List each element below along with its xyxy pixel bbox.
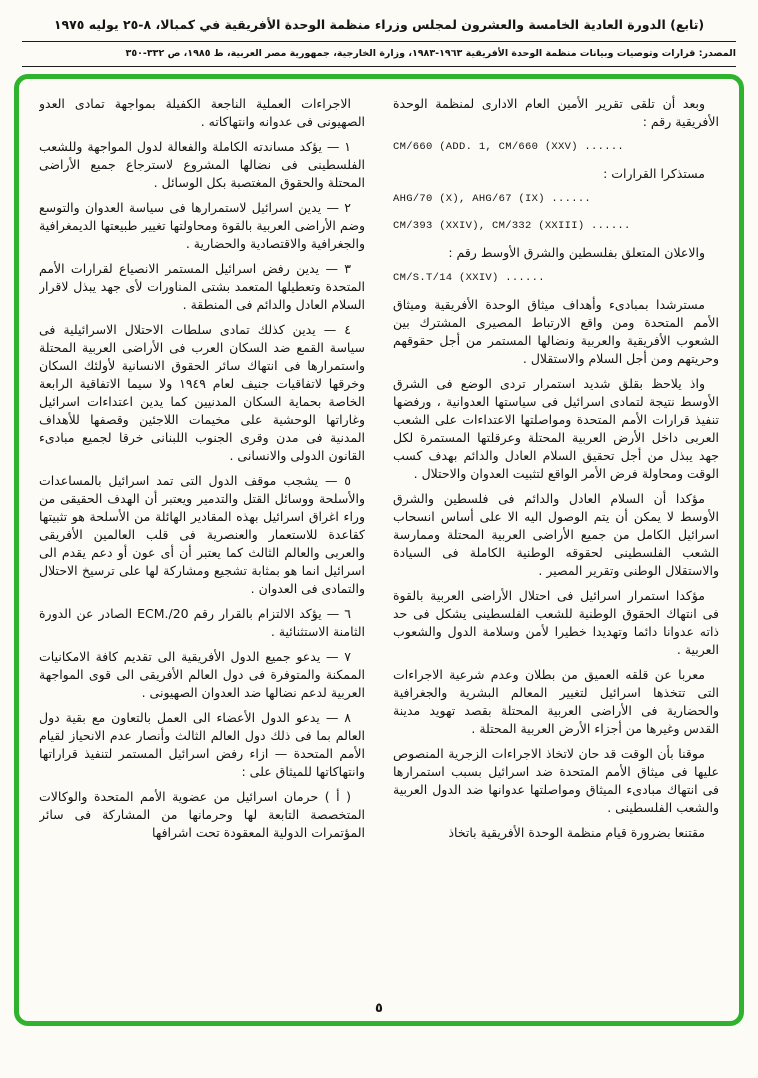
resolution-code-line: AHG/70 (X), AHG/67 (IX) ...... — [393, 193, 592, 206]
paragraph: ( أ ) حرمان اسرائيل من عضوية الأمم المتحدة والوكالات المتخصصة التابعة لها وحرمانها من المشاركة فى سائر المؤتمرات الدولية المعقودة تحت اشرافها — [39, 789, 365, 841]
page-number: ٥ — [375, 1001, 383, 1017]
paragraph: مستذكرا القرارات : — [603, 166, 705, 182]
paragraph: ٢ — يدين اسرائيل لاستمرارها فى سياسة العدوان والتوسع وضم الأراضى العربية بالقوة ومحاولتها تغيير طبيعتها الديمغرافية والجغرافية والاقتصادية والحضارية . — [39, 200, 365, 252]
paragraph: وبعد أن تلقى تقرير الأمين العام الادارى لمنظمة الوحدة الأفريقية رقم : — [393, 96, 719, 130]
page-title: (تابع) الدورة العادية الخامسة والعشرون لمجلس وزراء منظمة الوحدة الأفريقية في كمبالا، ٨-٢٥ يوليه ١٩٧٥ — [53, 17, 705, 32]
paragraph: ٧ — يدعو جميع الدول الأفريقية الى تقديم كافة الامكانيات الممكنة والمتوفرة فى دول العالم الأفريقى الى قوى المواجهة العربية لدعم نضالها ضد العدوان الصهيونى . — [39, 649, 365, 701]
source-line: المصدر: قرارات وتوصيات وبيانات منظمة الوحدة الأفريقية ١٩٦٣-١٩٨٣، وزارة الخارجية، جمهورية مصر العربية، ط ١٩٨٥، ص ٣٣٢-٣٥٠ — [125, 47, 736, 59]
content-border-box — [14, 74, 744, 1026]
paragraph: ٨ — يدعو الدول الأعضاء الى العمل بالتعاون مع بقية دول العالم بما فى ذلك دول العالم الثالث وأنصار عدم الانحياز لقيام الأمم المتحدة — ازاء رفض اسرائيل المستمر لتنفيذ قراراتها وانتهاكاتها للميثاق على : — [39, 710, 365, 780]
column-left — [39, 95, 365, 981]
paragraph: ٦ — يؤكد الالتزام بالقرار رقم ECM./20 الصادر عن الدورة الثامنة الاستثنائية . — [39, 606, 365, 640]
resolution-code-line: CM/S.T/14 (XXIV) ...... — [393, 272, 545, 285]
paragraph: ١ — يؤكد مساندته الكاملة والفعالة لدول المواجهة وللشعب الفلسطينى فى نضالها المشروع لاسترجاع جميع الأراضى المحتلة والحقوق المغتصبة بكل الوسائل . — [39, 139, 365, 191]
document-header — [0, 0, 758, 67]
paragraph: معربا عن قلقه العميق من بطلان وعدم شرعية الاجراءات التى تتخذها اسرائيل لتغيير المعالم البشرية والجغرافية والحضارية فى الأراضى العربية المحتلة بقصد تهويد مدينة القدس وغيرها من أجزاء الأرض العربية المحتلة . — [393, 667, 719, 737]
header-rule-top — [22, 41, 736, 42]
paragraph: الاجراءات العملية الناجعة الكفيلة بمواجهة تمادى العدو الصهيونى فى عدوانه وانتهاكاته . — [39, 96, 365, 130]
paragraph: موقنا بأن الوقت قد حان لاتخاذ الاجراءات الزجرية المنصوص عليها فى ميثاق الأمم المتحدة ضد اسرائيل بسبب استمرارها فى انتهاك مبادىء الميثاق ومواصلتها عدوانها ضد الدول العربية والشعب الفلسطينى . — [393, 746, 719, 816]
column-right — [393, 95, 719, 981]
paragraph: والاعلان المتعلق بفلسطين والشرق الأوسط رقم : — [448, 245, 705, 261]
paragraph: ٥ — يشجب موقف الدول التى تمد اسرائيل بالمساعدات والأسلحة ووسائل القتل والتدمير ويعتبر أن الهدف الحقيقى من وراء اغراق اسرائيل بهذه المقادير الهائلة من الأسلحة هو تثبيتها كقاعدة للاستعمار والعنصرية فى قلب العالمين الأفريقى والعربى والعالم الثالث كما يعتبر أن أى عون أو دعم يقدم الى اسرائيل انما هو بمثابة تشجيع ومشاركة لها على ترسيخ الاحتلال والتمادى فى العدوان . — [39, 473, 365, 597]
paragraph: واذ يلاحظ بقلق شديد استمرار تردى الوضع فى الشرق الأوسط نتيجة لتمادى اسرائيل فى سياستها العدوانية ، ورفضها تنفيذ قرارات الأمم المتحدة ومواصلتها الاعتداءات على الشعب العربى داخل الأرض العربية المحتلة وعرقلتها المستمرة لكل جهد يبذل من أجل تحقيق السلام العادل والدائم بهدف كسب الوقت ومحاولة فرض الأمر الواقع لتثبيت العدوان والاحتلال . — [393, 376, 719, 482]
paragraph: مسترشدا بمبادىء وأهداف ميثاق الوحدة الأفريقية وميثاق الأمم المتحدة ومن واقع الارتباط المصيرى المشترك بين الشعوب الأفريقية والعربية ونضالها المستمر من أجل حقوقهم وحريتهم ومن أجل السلام والاستقلال . — [393, 297, 719, 367]
paragraph: مقتنعا بضرورة قيام منظمة الوحدة الأفريقية باتخاذ — [448, 825, 705, 841]
two-column-text — [39, 95, 719, 981]
paragraph: مؤكدا أن السلام العادل والدائم فى فلسطين والشرق الأوسط لا يمكن أن يتم الوصول اليه الا على أساس انسحاب اسرائيل الكامل من جميع الأراضى العربية المحتلة وممارسة الشعب الفلسطينى لحقوقه الوطنية الكاملة فى السيادة والاستقلال الوطنى وتقرير المصير . — [393, 491, 719, 579]
paragraph: مؤكدا استمرار اسرائيل فى احتلال الأراضى العربية بالقوة فى انتهاك الحقوق الوطنية للشعب الفلسطينى يشكل فى حد ذاته عدوانا دائما وتهديدا خطيرا لأمن وسلامة الدول والشعوب العربية . — [393, 588, 719, 658]
resolution-code-line: CM/393 (XXIV), CM/332 (XXIII) ...... — [393, 220, 631, 233]
header-rule-bottom — [22, 66, 736, 67]
paragraph: ٤ — يدين كذلك تمادى سلطات الاحتلال الاسرائيلية فى سياسة القمع ضد السكان العرب فى الأراضى العربية المحتلة واستمرارها فى انتهاك سائر الحقوق الانسانية لأولئك السكان وخرقها لاتفاقيات جنيف لعام ١٩٤٩ ولا سيما الاتفاقية الرابعة الخاصة بحماية السكان المدنيين كما يدين اعتداءات اسرائيل وغاراتها الوحشية على مخيمات اللاجئين وقصفها للأهداف المدنية فى مدن وقرى الجنوب اللبنانى خرقا لجميع مبادىء القانون الدولى والانسانى . — [39, 322, 365, 464]
paragraph: ٣ — يدين رفض اسرائيل المستمر الانصياع لقرارات الأمم المتحدة وتعطيلها المتعمد بشتى المناورات لأى جهد يبذل لاقرار السلام العادل والدائم فى المنطقة . — [39, 261, 365, 313]
resolution-code-line: CM/660 (ADD. 1, CM/660 (XXV) ...... — [393, 141, 625, 154]
